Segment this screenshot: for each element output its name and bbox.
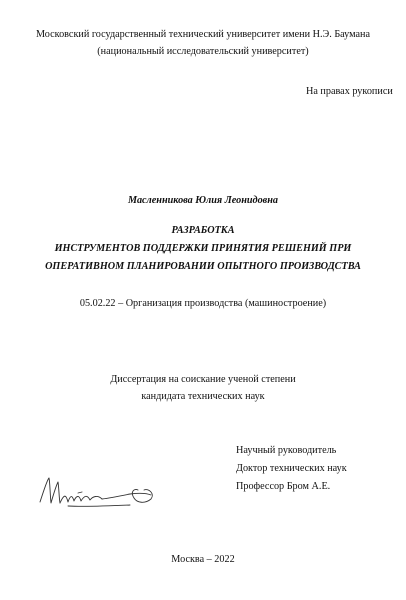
manuscript-note: На правах рукописи: [306, 86, 393, 97]
university-name: Московский государственный технический университет имени Н.Э. Баумана: [35, 29, 371, 40]
degree-line-1: Диссертация на соискание ученой степени: [110, 374, 296, 385]
title-line-2: ИНСТРУМЕНТОВ ПОДДЕРЖКИ ПРИНЯТИЯ РЕШЕНИЙ ПРИ: [54, 243, 352, 254]
signature-icon: [38, 472, 160, 512]
degree-line-2: кандидата технических наук: [141, 391, 265, 402]
supervisor-role: Научный руководитель: [236, 445, 337, 456]
specialty: 05.02.22 – Организация производства (машиностроение): [79, 298, 327, 309]
university-subtitle: (национальный исследовательский университет): [97, 46, 309, 57]
place-and-year: Москва – 2022: [171, 554, 235, 565]
supervisor-degree: Доктор технических наук: [236, 463, 347, 474]
supervisor-name: Профессор Бром А.Е.: [236, 481, 331, 492]
author-name: Масленникова Юлия Леонидовна: [128, 195, 278, 206]
title-line-3: ОПЕРАТИВНОМ ПЛАНИРОВАНИИ ОПЫТНОГО ПРОИЗВОДСТВА: [45, 261, 361, 272]
title-line-1: РАЗРАБОТКА: [171, 225, 235, 236]
